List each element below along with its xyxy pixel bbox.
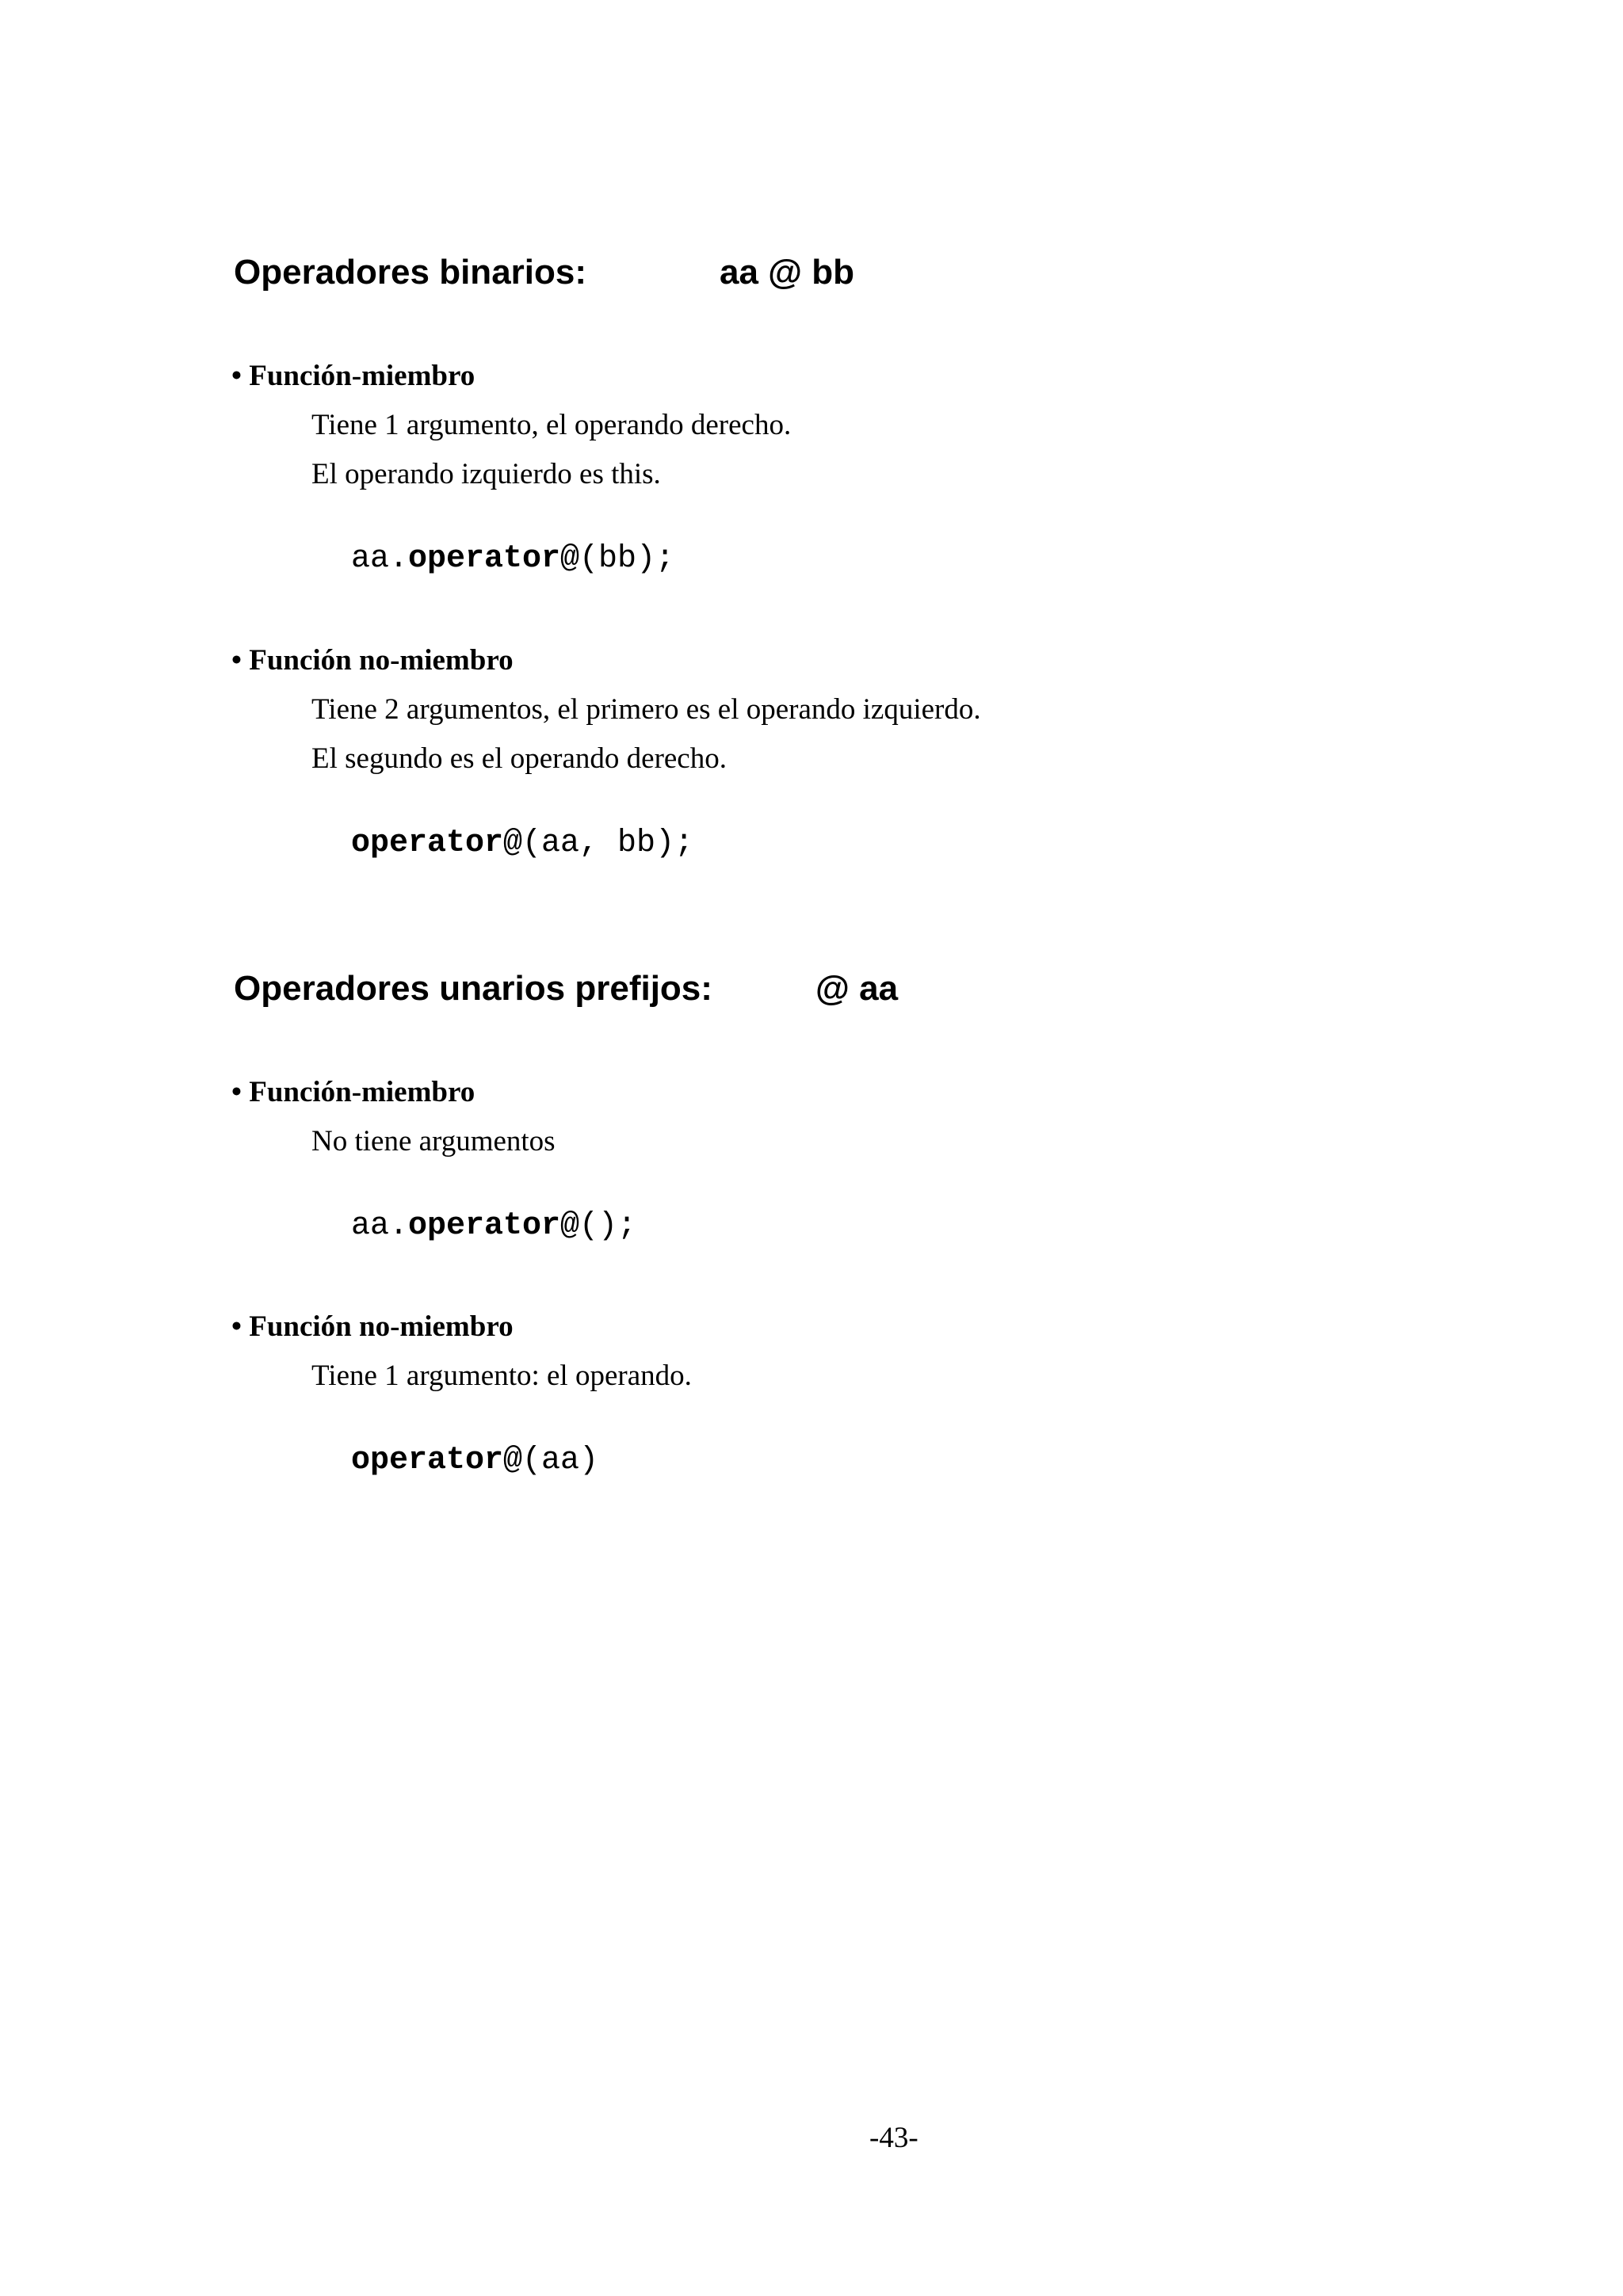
code-keyword: operator bbox=[408, 541, 561, 577]
page-number: -43- bbox=[869, 2122, 918, 2154]
section-expression-binary: aa @ bb bbox=[720, 253, 855, 292]
code-args: @(); bbox=[560, 1208, 637, 1244]
code-example bbox=[351, 828, 693, 860]
item-heading: Función no-miembro bbox=[249, 1310, 514, 1343]
item-heading: Función-miembro bbox=[249, 1076, 475, 1108]
code-example bbox=[351, 1208, 637, 1244]
list-item-heading bbox=[231, 1312, 514, 1341]
list-item-heading bbox=[231, 646, 514, 675]
description-line: El segundo es el operando derecho. bbox=[311, 742, 727, 775]
code-args: @(aa) bbox=[503, 1443, 599, 1478]
bullet-icon: • bbox=[231, 644, 242, 677]
code-object: aa. bbox=[351, 541, 409, 577]
description-line: El operando izquierdo es this. bbox=[311, 458, 661, 490]
description-line: Tiene 2 argumentos, el primero es el operando izquierdo. bbox=[311, 693, 981, 726]
bullet-icon: • bbox=[231, 1076, 242, 1108]
code-example bbox=[351, 543, 674, 575]
code-keyword: operator bbox=[351, 1443, 504, 1478]
description-line: Tiene 1 argumento: el operando. bbox=[311, 1360, 692, 1392]
code-args: @(aa, bb); bbox=[503, 826, 694, 861]
code-args: @(bb); bbox=[560, 541, 675, 577]
description-line: No tiene argumentos bbox=[311, 1125, 556, 1158]
section-title-unary: Operadores unarios prefijos: bbox=[234, 969, 712, 1008]
bullet-icon: • bbox=[231, 360, 242, 392]
list-item-heading bbox=[231, 1077, 475, 1107]
item-heading: Función-miembro bbox=[249, 360, 475, 392]
item-heading: Función no-miembro bbox=[249, 644, 514, 677]
code-object: aa. bbox=[351, 1208, 409, 1244]
bullet-icon: • bbox=[231, 1310, 242, 1343]
code-example bbox=[351, 1445, 598, 1477]
code-keyword: operator bbox=[351, 826, 504, 861]
list-item-heading bbox=[231, 361, 475, 391]
code-keyword: operator bbox=[408, 1208, 561, 1244]
description-line: Tiene 1 argumento, el operando derecho. bbox=[311, 409, 792, 441]
section-expression-unary: @ aa bbox=[815, 969, 899, 1008]
section-title-binary: Operadores binarios: bbox=[234, 253, 587, 292]
